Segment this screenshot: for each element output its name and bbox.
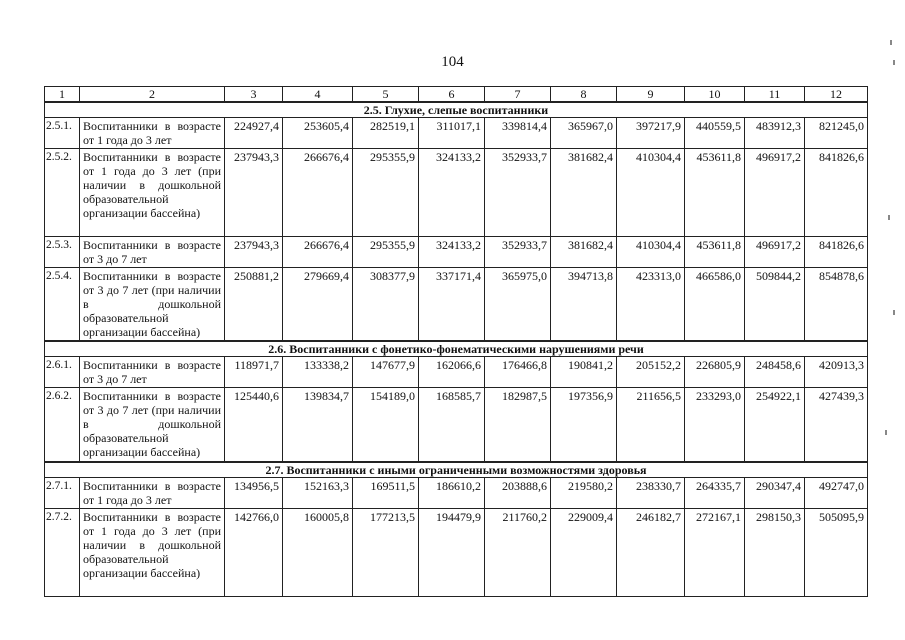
value-cell: 133338,2 [283,357,353,388]
value-cell: 264335,7 [685,477,745,508]
value-cell: 169511,5 [353,477,419,508]
table-row [45,237,868,268]
value-cell: 160005,8 [283,508,353,596]
section-title: 2.7. Воспитанники с иными ограниченными возможностями здоровья [45,462,868,478]
table-row [45,118,868,149]
value-cell: 295355,9 [353,237,419,268]
value-cell: 226805,9 [685,357,745,388]
row-code: 2.7.2. [45,508,80,596]
column-number-cell: 1 [45,87,80,103]
section-row [45,102,868,118]
value-cell: 290347,4 [745,477,805,508]
column-number-cell: 2 [80,87,225,103]
value-cell: 177213,5 [353,508,419,596]
value-cell: 352933,7 [485,149,551,237]
value-cell: 125440,6 [225,388,283,462]
column-number-cell: 9 [617,87,685,103]
tariff-table [44,86,868,597]
value-cell: 250881,2 [225,268,283,342]
value-cell: 337171,4 [419,268,485,342]
value-cell: 854878,6 [805,268,868,342]
value-cell: 211656,5 [617,388,685,462]
row-description: Воспитанники в возрасте от 1 года до 3 лет (при наличии в дошкольной образовательной организации бассейна) [80,508,225,596]
value-cell: 453611,8 [685,149,745,237]
value-cell: 219580,2 [551,477,617,508]
value-cell: 194479,9 [419,508,485,596]
value-cell: 496917,2 [745,237,805,268]
value-cell: 365975,0 [485,268,551,342]
value-cell: 203888,6 [485,477,551,508]
value-cell: 197356,9 [551,388,617,462]
value-cell: 453611,8 [685,237,745,268]
value-cell: 427439,3 [805,388,868,462]
value-cell: 397217,9 [617,118,685,149]
value-cell: 154189,0 [353,388,419,462]
value-cell: 821245,0 [805,118,868,149]
value-cell: 266676,4 [283,149,353,237]
value-cell: 311017,1 [419,118,485,149]
value-cell: 410304,4 [617,237,685,268]
value-cell: 272167,1 [685,508,745,596]
value-cell: 423313,0 [617,268,685,342]
value-cell: 233293,0 [685,388,745,462]
value-cell: 237943,3 [225,149,283,237]
section-row [45,341,868,357]
table-row [45,477,868,508]
row-description: Воспитанники в возрасте от 1 года до 3 лет (при наличии в дошкольной образовательной организации бассейна) [80,149,225,237]
value-cell: 308377,9 [353,268,419,342]
column-number-cell: 8 [551,87,617,103]
value-cell: 381682,4 [551,237,617,268]
table-row [45,508,868,596]
column-number-cell: 7 [485,87,551,103]
value-cell: 298150,3 [745,508,805,596]
value-cell: 282519,1 [353,118,419,149]
row-code: 2.7.1. [45,477,80,508]
value-cell: 295355,9 [353,149,419,237]
table-row [45,268,868,342]
value-cell: 266676,4 [283,237,353,268]
row-description: Воспитанники в возрасте от 3 до 7 лет (при наличии в дошкольной образовательной организации бассейна) [80,268,225,342]
value-cell: 496917,2 [745,149,805,237]
value-cell: 324133,2 [419,237,485,268]
column-number-cell: 3 [225,87,283,103]
value-cell: 238330,7 [617,477,685,508]
value-cell: 176466,8 [485,357,551,388]
value-cell: 254922,1 [745,388,805,462]
value-cell: 237943,3 [225,237,283,268]
value-cell: 211760,2 [485,508,551,596]
value-cell: 381682,4 [551,149,617,237]
row-description: Воспитанники в возрасте от 3 до 7 лет (при наличии в дошкольной образовательной организации бассейна) [80,388,225,462]
row-description: Воспитанники в возрасте от 3 до 7 лет [80,237,225,268]
value-cell: 147677,9 [353,357,419,388]
value-cell: 440559,5 [685,118,745,149]
column-number-cell: 11 [745,87,805,103]
value-cell: 118971,7 [225,357,283,388]
row-description: Воспитанники в возрасте от 1 года до 3 лет [80,118,225,149]
value-cell: 505095,9 [805,508,868,596]
value-cell: 841826,6 [805,149,868,237]
value-cell: 162066,6 [419,357,485,388]
column-number-cell: 5 [353,87,419,103]
value-cell: 152163,3 [283,477,353,508]
value-cell: 410304,4 [617,149,685,237]
row-code: 2.5.2. [45,149,80,237]
row-code: 2.5.3. [45,237,80,268]
column-number-cell: 10 [685,87,745,103]
value-cell: 134956,5 [225,477,283,508]
section-title: 2.6. Воспитанники с фонетико-фонематическими нарушениями речи [45,341,868,357]
value-cell: 279669,4 [283,268,353,342]
value-cell: 509844,2 [745,268,805,342]
table-body [45,87,868,597]
value-cell: 246182,7 [617,508,685,596]
row-description: Воспитанники в возрасте от 1 года до 3 лет [80,477,225,508]
value-cell: 229009,4 [551,508,617,596]
value-cell: 841826,6 [805,237,868,268]
value-cell: 142766,0 [225,508,283,596]
value-cell: 253605,4 [283,118,353,149]
value-cell: 186610,2 [419,477,485,508]
column-number-cell: 12 [805,87,868,103]
table-row [45,357,868,388]
row-code: 2.5.1. [45,118,80,149]
value-cell: 139834,7 [283,388,353,462]
column-number-cell: 4 [283,87,353,103]
row-code: 2.6.1. [45,357,80,388]
value-cell: 224927,4 [225,118,283,149]
header-row [45,87,868,103]
row-description: Воспитанники в возрасте от 3 до 7 лет [80,357,225,388]
value-cell: 190841,2 [551,357,617,388]
page-number: 104 [441,54,464,70]
value-cell: 466586,0 [685,268,745,342]
value-cell: 492747,0 [805,477,868,508]
value-cell: 420913,3 [805,357,868,388]
value-cell: 168585,7 [419,388,485,462]
value-cell: 205152,2 [617,357,685,388]
value-cell: 365967,0 [551,118,617,149]
column-number-cell: 6 [419,87,485,103]
section-title: 2.5. Глухие, слепые воспитанники [45,102,868,118]
row-code: 2.5.4. [45,268,80,342]
row-code: 2.6.2. [45,388,80,462]
value-cell: 182987,5 [485,388,551,462]
value-cell: 394713,8 [551,268,617,342]
section-row [45,462,868,478]
value-cell: 483912,3 [745,118,805,149]
value-cell: 248458,6 [745,357,805,388]
table-row [45,149,868,237]
value-cell: 339814,4 [485,118,551,149]
value-cell: 352933,7 [485,237,551,268]
table-row [45,388,868,462]
value-cell: 324133,2 [419,149,485,237]
